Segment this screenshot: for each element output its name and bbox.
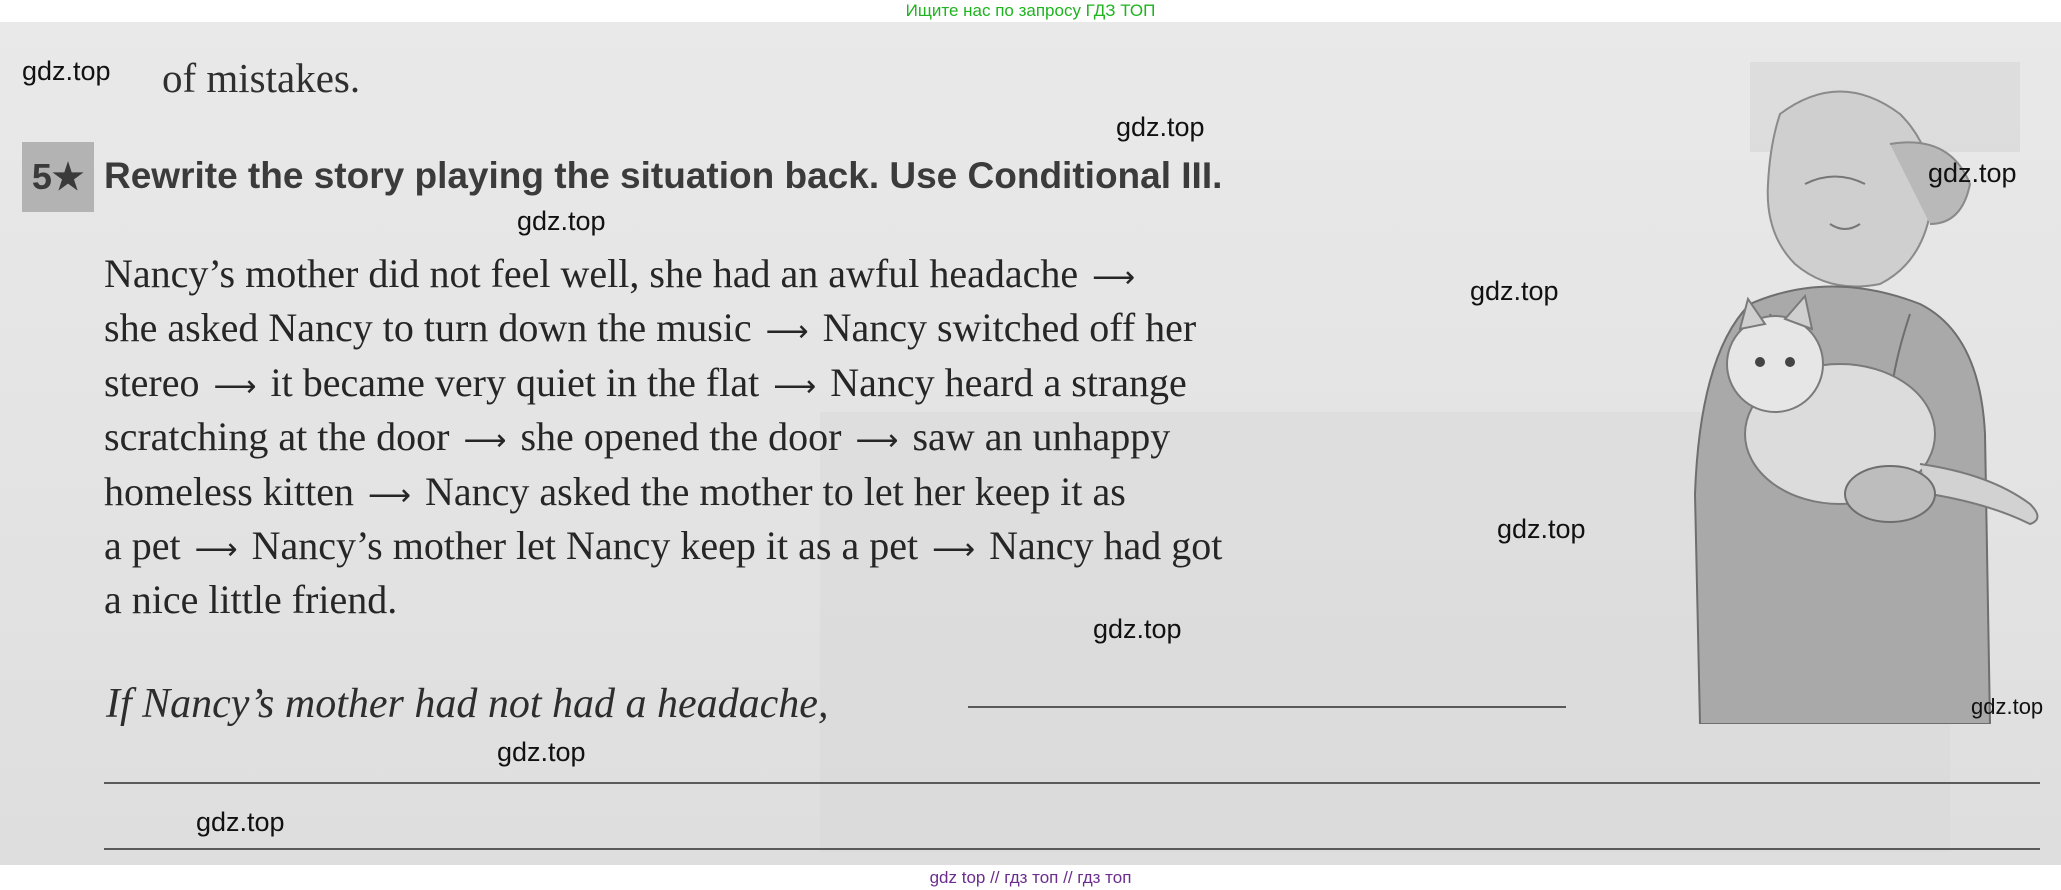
story-line <box>104 410 1222 464</box>
watermark: gdz.top <box>517 206 606 236</box>
story-segment: a pet <box>104 522 181 568</box>
arrow-right-icon: ⟶ <box>194 531 238 567</box>
arrow-right-icon: ⟶ <box>463 423 507 459</box>
arrow-right-icon: ⟶ <box>765 314 809 350</box>
arrow-right-icon: ⟶ <box>773 368 817 404</box>
story-line <box>104 519 1222 573</box>
story-line <box>104 301 1222 355</box>
top-banner[interactable]: Ищите нас по запросу ГДЗ ТОП <box>905 1 1156 20</box>
arrow-right-icon: ⟶ <box>367 477 411 513</box>
story-line <box>104 356 1222 410</box>
story-line <box>104 465 1222 519</box>
story-segment: Nancy’s mother let Nancy keep it as a pet <box>251 522 919 568</box>
watermark: gdz.top <box>1116 112 1205 142</box>
watermark: gdz.top <box>1470 276 1559 306</box>
watermark: gdz.top <box>1971 694 2044 719</box>
answer-prompt: If Nancy’s mother had not had a headache, <box>106 681 829 727</box>
answer-line <box>104 848 2040 850</box>
textbook-page-scan <box>0 22 2061 865</box>
story-segment: she asked Nancy to turn down the music <box>104 305 752 351</box>
story-segment: stereo <box>104 359 200 405</box>
watermark: gdz.top <box>1928 158 2017 188</box>
story-segment: she opened the door <box>520 414 842 460</box>
exercise-number-badge: 5★ <box>22 142 94 212</box>
arrow-right-icon: ⟶ <box>1092 260 1136 295</box>
watermark: gdz.top <box>497 737 586 767</box>
story-text <box>104 247 1222 628</box>
arrow-right-icon: ⟶ <box>213 368 257 404</box>
story-segment: Nancy asked the mother to let her keep it as <box>424 468 1126 514</box>
previous-exercise-ending: of mistakes. <box>162 55 361 101</box>
story-segment: Nancy switched off her <box>822 305 1197 351</box>
story-line <box>104 247 1222 301</box>
story-segment: scratching at the door <box>104 414 450 460</box>
arrow-right-icon: ⟶ <box>855 423 899 459</box>
story-segment: Nancy’s mother did not feel well, she had an awful headache <box>104 251 1079 296</box>
story-segment: a nice little friend. <box>104 577 398 623</box>
footer-links[interactable]: gdz top // гдз топ // гдз топ <box>929 868 1132 887</box>
arrow-right-icon: ⟶ <box>932 531 976 567</box>
story-segment: Nancy heard a strange <box>830 359 1187 405</box>
watermark: gdz.top <box>1093 614 1182 644</box>
story-segment: saw an unhappy <box>912 414 1171 460</box>
story-line <box>104 573 1222 627</box>
watermark: gdz.top <box>1497 514 1586 544</box>
watermark: gdz.top <box>196 807 285 837</box>
answer-line <box>104 782 2040 784</box>
answer-line <box>968 706 1566 708</box>
story-segment: it became very quiet in the flat <box>270 359 760 405</box>
watermark: gdz.top <box>22 56 111 86</box>
exercise-title: Rewrite the story playing the situation back. Use Conditional III. <box>104 155 1223 196</box>
story-segment: Nancy had got <box>989 522 1223 568</box>
story-segment: homeless kitten <box>104 468 354 514</box>
